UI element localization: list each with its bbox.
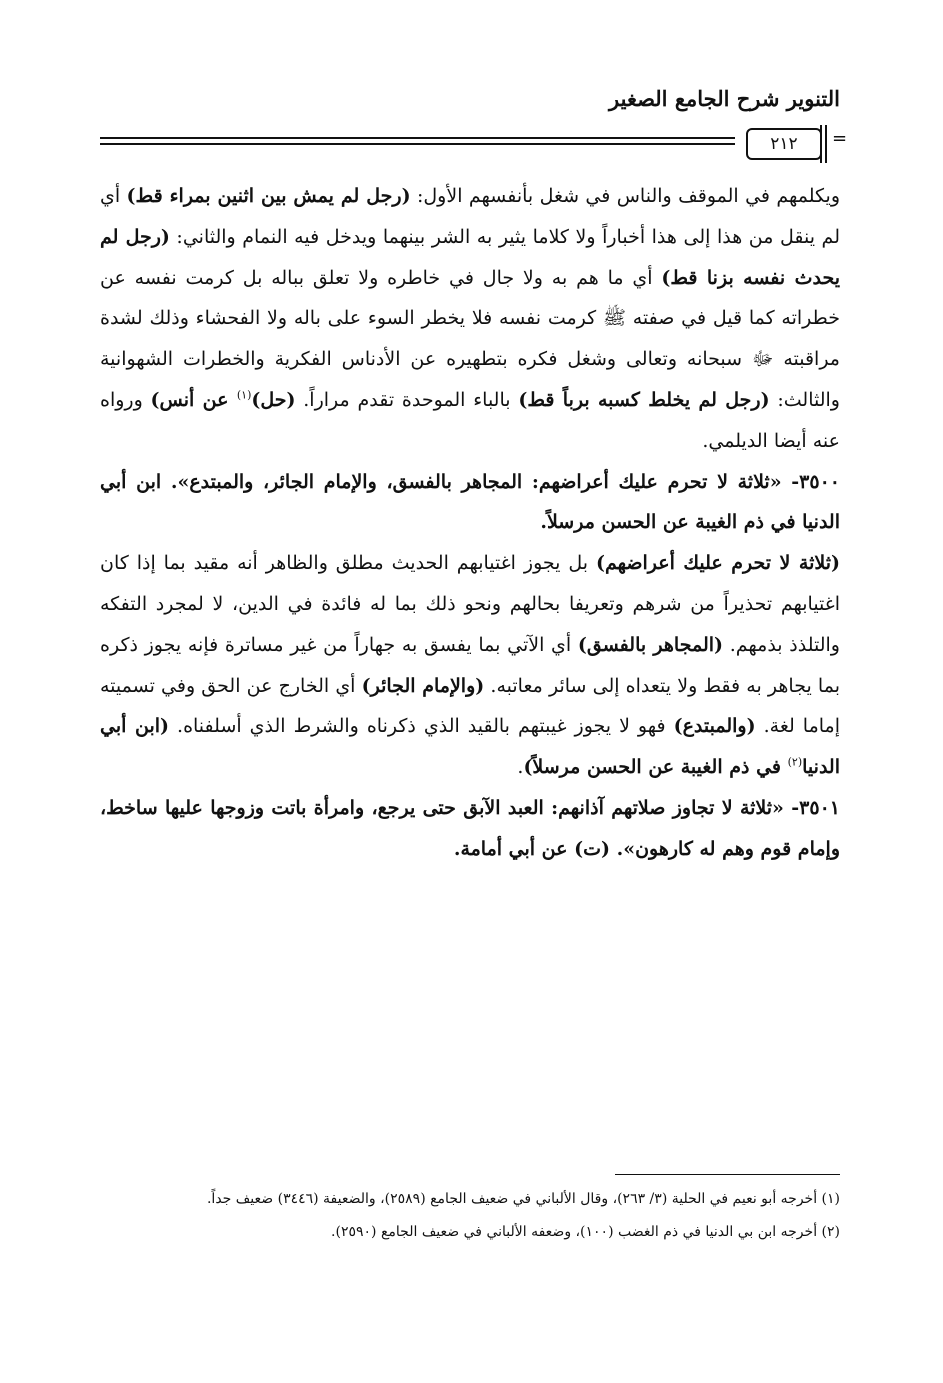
bold-quote: (والإمام الجائر) (361, 674, 485, 697)
bold-quote: (ثلاثة لا تحرم عليك أعراضهم) (595, 552, 840, 575)
text-run: بالباء الموحدة تقدم مراراً. (295, 388, 519, 411)
running-header-title: التنوير شرح الجامع الصغير (609, 86, 840, 111)
text-run: . (517, 756, 524, 779)
page-number: ٢١٢ (770, 134, 798, 154)
text-run: أي الخارج عن الحق وفي تسميته إماما لغة. (100, 674, 840, 738)
bold-quote: (رجل لم يخلط كسبه برباً قط) (518, 388, 770, 411)
header-rule-bottom (100, 143, 735, 145)
page-number-badge (746, 128, 822, 160)
bold-quote: (رجل لم يمش بين اثنين بمراء قط) (126, 185, 411, 207)
text-run: أي ما هم به ولا جال في خاطره ولا تعلق بباله بل كرمت نفسه عن خطراته كما قيل في صفته ﷺ كرمت نفسه فلا يخطر السوء على باله ولا الفحشاء وذلك لشدة مراقبته ﷻ سبحانه وتعالى وشغل فكره بتطهيره عن الأدناس الفكرية والخطرات الشهوانية والثالث: (100, 266, 840, 411)
bold-quote: (حل) (251, 388, 296, 411)
footnote-separator (615, 1174, 840, 1175)
header-edge-mark: = (832, 128, 848, 149)
bold-quote: عن أنس) (150, 388, 237, 411)
bold-quote: في ذم الغيبة عن الحسن مرسلاً) (523, 756, 788, 779)
text-run: بل يجوز اغتيابهم الحديث مطلق والظاهر أنه مقيد بما إذا كان اغتيابهم تحذيراً من شرهم وتعريفا بحالهم ونحو ذلك بما له فائدة في الدين، لا لمجرد التفكه والتلذذ بذمهم. (100, 552, 840, 656)
bold-quote: (والمبتدع) (673, 715, 756, 738)
footnote-1: (١) أخرجه أبو نعيم في الحلية (٣/ ٢٦٣)، وقال الألباني في ضعيف الجامع (٢٥٨٩)، والضعيفة (٣٤٤٦) ضعيف جداً. (206, 1191, 840, 1207)
footnote-ref-1[interactable]: (١) (236, 388, 252, 402)
footnote-2: (٢) أخرجه ابن بي الدنيا في ذم الغضب (١٠٠)، وضعفه الألباني في ضعيف الجامع (٢٥٩٠). (331, 1224, 840, 1240)
text-run: أي الآتي بما يفسق به جهاراً من غير مساترة فإنه يجوز ذكره بما يجاهر به فقط ولا يتعداه إلى سائر معاتبه. (100, 633, 840, 697)
main-text (100, 176, 840, 870)
bold-quote: (ابن أبي الدنيا (100, 715, 840, 779)
paragraph-commentary-1 (100, 176, 840, 462)
hadith-3501: ٣٥٠١- «ثلاثة لا تجاوز صلاتهم آذانهم: العبد الآبق حتى يرجع، وامرأة باتت وزوجها عليها ساخط، وإمام قوم وهم له كارهون». (ت) عن أبي أمامة. (100, 796, 840, 860)
footnotes (100, 1186, 840, 1252)
bold-quote: (رجل لم يحدث نفسه بزنا قط) (100, 225, 841, 289)
footnote-ref-2[interactable]: (٢) (787, 755, 803, 769)
bold-quote: (المجاهر بالفسق) (577, 633, 724, 656)
text-run: ويكلمهم في الموقف والناس في شغل بأنفسهم الأول: (410, 185, 841, 207)
hadith-3500: ٣٥٠٠- «ثلاثة لا تحرم عليك أعراضهم: المجاهر بالفسق، والإمام الجائر، والمبتدع». ابن أبي الدنيا في ذم الغيبة عن الحسن مرسلاً. (100, 470, 840, 534)
text-run: فهو لا يجوز غيبتهم بالقيد الذي ذكرناه والشرط الذي أسلفناه. (169, 715, 674, 738)
paragraph-commentary-2 (100, 543, 840, 788)
header-rule-top (100, 137, 735, 139)
text-run: أي لم ينقل من هذا إلى هذا أخباراً ولا كلاما يثير به الشر بينهما ويدخل فيه النمام والثاني: (100, 185, 840, 248)
text-run: ورواه عنه أيضا الديلمي. (100, 388, 840, 452)
